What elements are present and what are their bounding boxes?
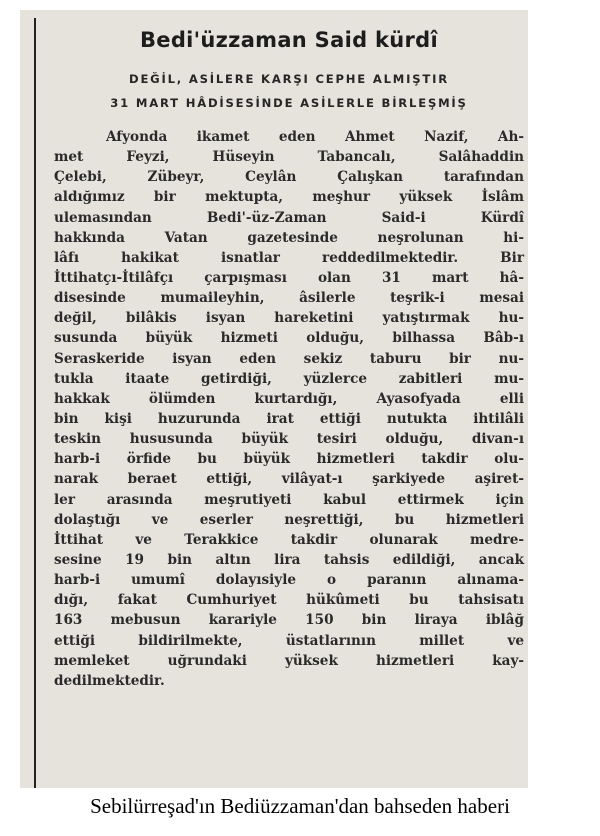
article-line: ettiği bildirilmekte, üstatlarının millet ve — [54, 632, 524, 649]
article-line: susunda büyük hizmeti olduğu, bilhassa Bâb-ı — [54, 330, 524, 347]
article-line: harb-i örfide bu büyük hizmetleri takdir olu- — [54, 451, 524, 468]
article-body — [54, 127, 524, 691]
article-headline: Bedi'üzzaman Said kürdî — [139, 28, 439, 52]
article-line: narak beraet ettiği, vilâyat-ı şarkiyede aşiret- — [54, 471, 524, 488]
article-line: İttihatçı-İtilâfçı çarpışması olan 31 mart hâ- — [54, 269, 524, 286]
article-subheadline-1: DEĞİL, ASİLERE KARŞI CEPHE ALMIŞTIR — [129, 72, 449, 86]
article-line: Afyonda ikamet eden Ahmet Nazif, Ah- — [106, 129, 524, 145]
article-line: Seraskeride isyan eden sekiz taburu bir nu- — [54, 350, 524, 367]
article-line: dolaştığı ve eserler neşrettiği, bu hizmetleri — [54, 511, 524, 528]
article-line: dedilmektedir. — [54, 672, 165, 689]
article-line: hakkak ölümden kurtardığı, Ayasofyada elli — [54, 390, 524, 407]
newspaper-clipping — [20, 10, 528, 788]
article-line: teskin hususunda büyük tesiri olduğu, divan-ı — [54, 431, 524, 448]
article-line: 163 mebusun karariyle 150 bin liraya iblâğ — [54, 612, 524, 629]
article-line: tukla itaate getirdiği, yüzlerce zabitleri mu- — [54, 370, 524, 387]
article-line: dığı, fakat Cumhuriyet hükûmeti bu tahsisatı — [54, 592, 524, 609]
article-line: harb-i umumî dolayısiyle o paranın alınama- — [54, 572, 524, 589]
article-line: lâfı hakikat isnatlar reddedilmektedir. Bir — [54, 249, 524, 266]
article-line: met Feyzi, Hüseyin Tabancalı, Salâhaddin — [54, 149, 524, 166]
article-line: değil, bilâkis isyan hareketini yatıştırmak hu- — [54, 310, 524, 327]
article-line: disesinde mumaileyhin, âsilerle teşrik-i mesai — [54, 290, 524, 307]
article-subheadline-2: 31 MART HÂDİSESİNDE ASİLERLE BİRLEŞMİŞ — [110, 96, 468, 110]
article-line: ulemasından Bedi'-üz-Zaman Said-i Kürdî — [54, 209, 524, 226]
article-line: aldığımız bir mektupta, meşhur yüksek İslâm — [54, 189, 524, 206]
column-rule — [34, 18, 36, 788]
article-line: sesine 19 bin altın lira tahsis edildiği, ancak — [54, 551, 524, 568]
article-line: İttihat ve Terakkice takdir olunarak medre- — [54, 531, 524, 548]
article-line: ler arasında meşrutiyeti kabul ettirmek için — [54, 491, 524, 508]
article-line: Çelebi, Zübeyr, Ceylân Çalışkan tarafından — [54, 169, 524, 186]
article-line: memleket uğrundaki yüksek hizmetleri kay- — [54, 652, 524, 669]
image-caption: Sebilürreşad'ın Bediüzzaman'dan bahseden haberi — [90, 794, 510, 818]
article-line: hakkında Vatan gazetesinde neşrolunan hi- — [54, 229, 524, 246]
article-line: bin kişi huzurunda irat ettiği nutukta ihtilâli — [54, 410, 524, 427]
